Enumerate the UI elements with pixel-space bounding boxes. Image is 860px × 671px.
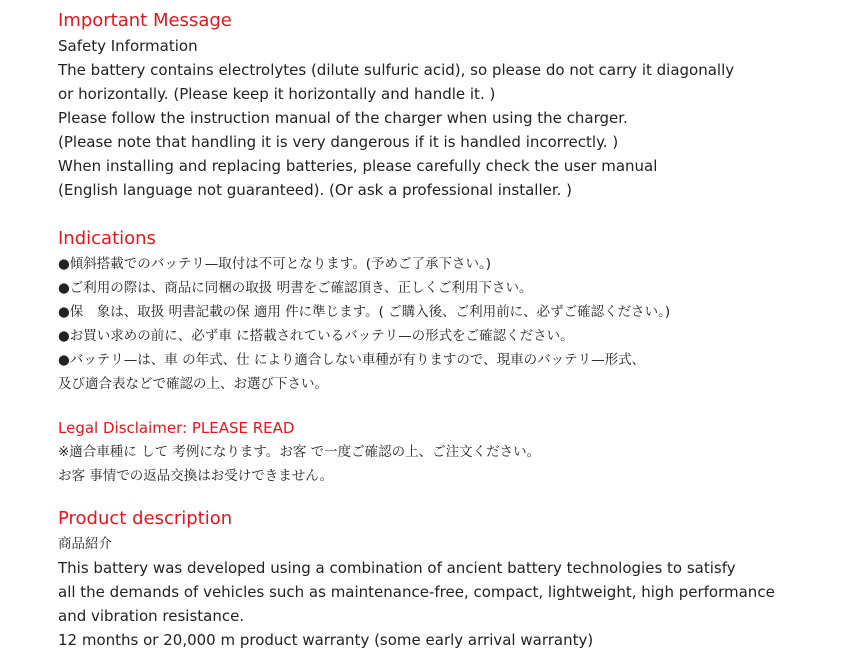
product-description-line: all the demands of vehicles such as maintenance-free, compact, lightweight, high performance [58,583,775,601]
indications-section [58,226,848,396]
section-spacer [58,488,848,506]
important-message-section [58,8,848,202]
indication-item: ●傾斜搭載でのバッテリ—取付は不可となります。(予めご了承下さい。) [58,256,491,272]
safety-text-line: (Please note that handling it is very dangerous if it is handled incorrectly. ) [58,133,619,151]
section-spacer [58,396,848,416]
indication-item: ●保 象は、取扱 明書記載の保 適用 件に準じます。( ご購入後、ご利用前に、必ずご確認ください。) [58,304,671,320]
indication-item: 及び適合表などで確認の上、お選び下さい。 [58,376,328,392]
important-message-heading: Important Message [58,10,232,31]
document-page [58,8,848,652]
product-description-line: This battery was developed using a combination of ancient battery technologies to satisfy [58,559,736,577]
section-spacer [58,202,848,226]
indication-item: ●ご利用の際は、商品に同梱の取扱 明書をご確認頂き、正しくご利用下さい。 [58,280,533,296]
indication-item: ●バッテリ—は、車 の年式、仕 により適合しない車種が有りますので、現車のバッテリ—形式、 [58,352,646,368]
legal-disclaimer-section [58,416,848,488]
indication-item: ●お買い求めの前に、必ず車 に搭載されているバッテリ—の形式をご確認ください。 [58,328,574,344]
safety-text-line: (English language not guaranteed). (Or ask a professional installer. ) [58,181,573,199]
indications-heading: Indications [58,228,156,249]
legal-disclaimer-line: お客 事情での返品交換はお受けできません。 [58,468,334,484]
safety-text-line: Please follow the instruction manual of the charger when using the charger. [58,109,628,127]
safety-text-line: The battery contains electrolytes (dilute sulfuric acid), so please do not carry it diagonally [58,61,735,79]
legal-disclaimer-line: ※適合車種に して 考例になります。お客 で一度ご確認の上、ご注文ください。 [58,444,541,460]
legal-disclaimer-heading: Legal Disclaimer: PLEASE READ [58,419,295,437]
product-introduction-subtitle: 商品紹介 [58,536,112,552]
product-description-heading: Product description [58,508,233,529]
product-warranty-line: 12 months or 20,000 m product warranty (some early arrival warranty) [58,631,594,649]
safety-text-line: or horizontally. (Please keep it horizontally and handle it. ) [58,85,496,103]
product-description-line: and vibration resistance. [58,607,245,625]
safety-information-subtitle: Safety Information [58,37,198,55]
product-description-section [58,506,848,652]
safety-text-line: When installing and replacing batteries, please carefully check the user manual [58,157,658,175]
